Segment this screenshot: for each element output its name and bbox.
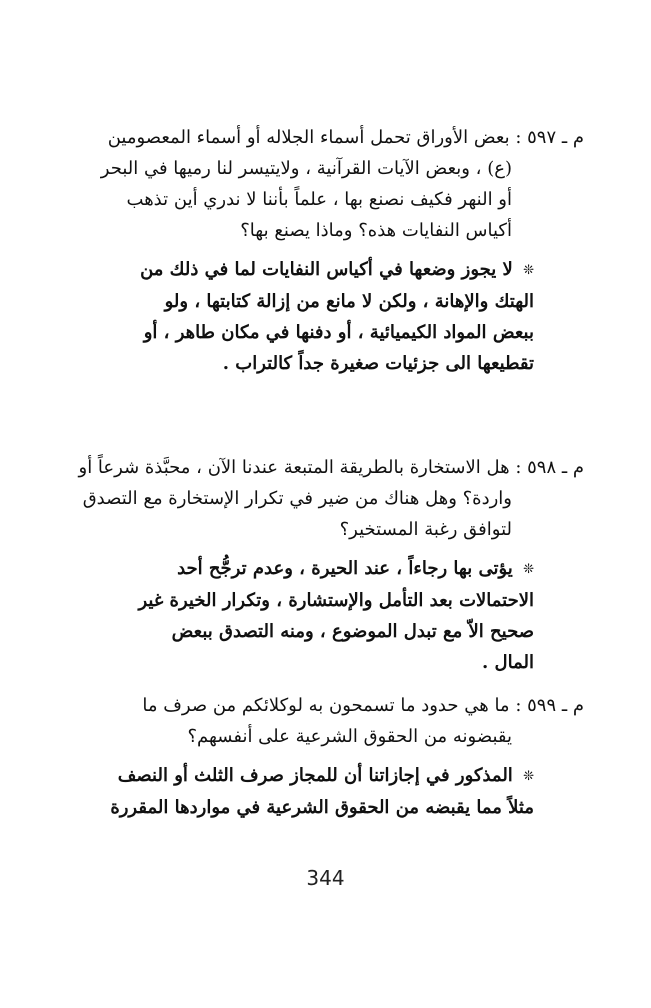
asterism-icon: ❊ (523, 262, 534, 278)
entry-598 (72, 452, 584, 678)
question-line: لتوافق رغبة المستخير؟ (339, 519, 512, 540)
answer-line: تقطيعها الى جزئيات صغيرة جداً كالتراب . (222, 352, 534, 374)
question-line (72, 690, 584, 721)
answer-line: مثلاً مما يقبضه من الحقوق الشرعية في مواردها المقررة (110, 796, 534, 818)
answer-block (72, 760, 584, 823)
question-number: م ـ ٥٩٩ : (515, 695, 584, 716)
answer-line (72, 760, 534, 792)
question-line: أكياس النفايات هذه؟ وماذا يصنع بها؟ (240, 220, 512, 241)
answer-line: الهتك والإهانة ، ولكن لا مانع من إزالة كتابتها ، ولو (164, 290, 534, 312)
answer-line (72, 254, 534, 286)
answer-block (72, 254, 584, 379)
page-number: 344 (306, 866, 345, 890)
answer-text: المذكور في إجازاتنا أن للمجاز صرف الثلث أو النصف (117, 765, 513, 786)
question-line: أو النهر فكيف نصنع بها ، علماً بأننا لا ندري أين تذهب (126, 189, 512, 210)
question-line (72, 122, 584, 153)
question-text: هل الاستخارة بالطريقة المتبعة عندنا الآن ، محبَّذة شرعاً أو (78, 457, 510, 478)
asterism-icon: ❊ (523, 561, 534, 577)
question-line: واردة؟ وهل هناك من ضير في تكرار الإستخارة مع التصدق (82, 488, 512, 509)
question-text: بعض الأوراق تحمل أسماء الجلاله أو أسماء المعصومين (107, 127, 510, 148)
question-number: م ـ ٥٩٧ : (515, 127, 584, 148)
answer-line: المال . (482, 651, 534, 673)
question-number: م ـ ٥٩٨ : (515, 457, 584, 478)
asterism-icon: ❊ (523, 768, 534, 784)
question-line: يقبضونه من الحقوق الشرعية على أنفسهم؟ (187, 726, 512, 747)
answer-text: يؤتى بها رجاءاً ، عند الحيرة ، وعدم ترجُّح أحد (177, 558, 513, 579)
question-text: ما هي حدود ما تسمحون به لوكلائكم من صرف ما (142, 695, 510, 716)
answer-line: ببعض المواد الكيميائية ، أو دفنها في مكان طاهر ، أو (143, 321, 534, 343)
answer-text: لا يجوز وضعها في أكياس النفايات لما في ذلك من (140, 259, 513, 280)
answer-block (72, 553, 584, 678)
question-line (72, 452, 584, 483)
entry-599 (72, 690, 584, 823)
answer-line: الاحتمالات بعد التأمل والإستشارة ، وتكرار الخيرة غير (138, 589, 534, 611)
entry-597 (72, 122, 584, 379)
question-line: (ع) ، وبعض الآيات القرآنية ، ولايتيسر لنا رميها في البحر (100, 158, 512, 179)
answer-line (72, 553, 534, 585)
answer-line: صحيح الاّ مع تبدل الموضوع ، ومنه التصدق ببعض (171, 620, 534, 642)
